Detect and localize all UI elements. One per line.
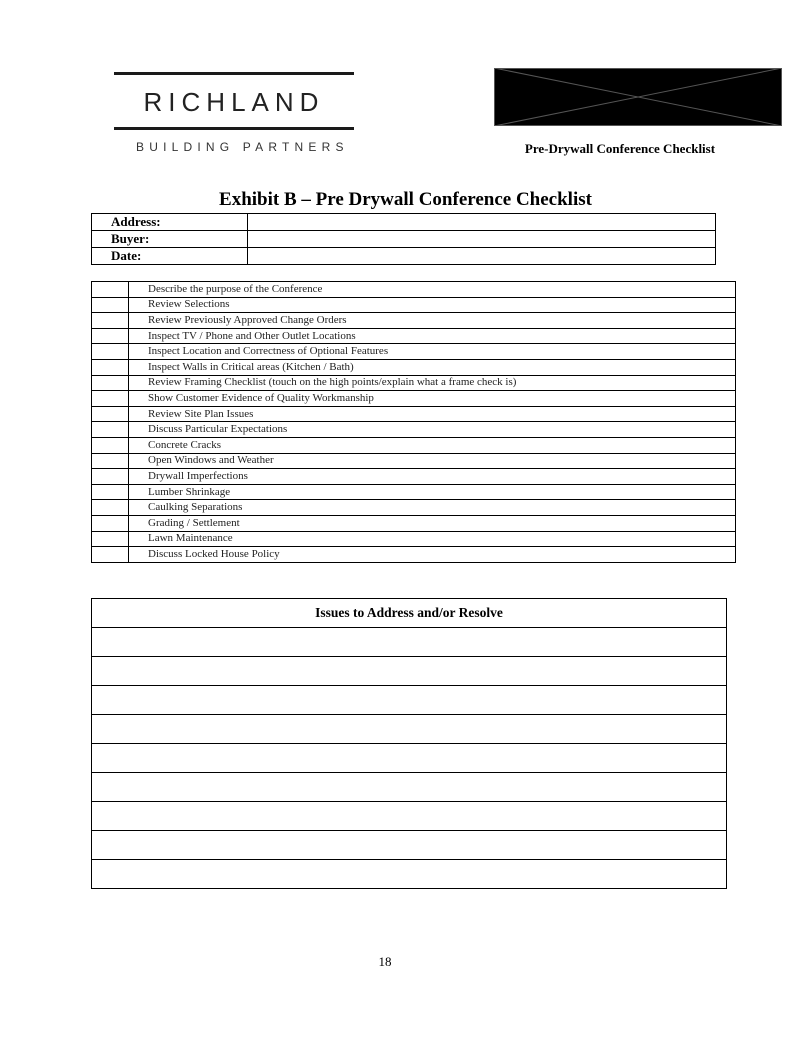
checklist-item: Describe the purpose of the Conference [129,282,736,298]
info-value-field[interactable] [248,248,716,265]
checklist-checkbox[interactable] [92,359,129,375]
issue-row [92,628,727,657]
issue-row [92,831,727,860]
checklist-checkbox[interactable] [92,484,129,500]
checklist-row [92,297,736,313]
checklist-row [92,453,736,469]
issue-entry-field[interactable] [92,860,727,889]
issues-table [91,598,727,889]
checklist-item: Show Customer Evidence of Quality Workmanship [129,391,736,407]
checklist-item: Review Framing Checklist (touch on the high points/explain what a frame check is) [129,375,736,391]
logo-top-rule [114,72,354,75]
checklist-item: Drywall Imperfections [129,469,736,485]
info-value-field[interactable] [248,214,716,231]
exhibit-title: Exhibit B – Pre Drywall Conference Checklist [219,189,592,210]
broken-image-icon [494,68,782,126]
checklist-checkbox[interactable] [92,453,129,469]
issue-row [92,657,727,686]
checklist-checkbox[interactable] [92,515,129,531]
issue-row [92,744,727,773]
checklist-item: Review Selections [129,297,736,313]
info-table [91,213,716,265]
checklist-row [92,531,736,547]
checklist-row [92,547,736,563]
checklist-item: Lawn Maintenance [129,531,736,547]
checklist-row [92,500,736,516]
image-placeholder [494,68,782,126]
issue-entry-field[interactable] [92,628,727,657]
issue-row [92,860,727,889]
checklist-checkbox[interactable] [92,344,129,360]
issue-row [92,802,727,831]
checklist-item: Discuss Locked House Policy [129,547,736,563]
checklist-item: Inspect TV / Phone and Other Outlet Locations [129,328,736,344]
checklist-item: Lumber Shrinkage [129,484,736,500]
checklist-item: Caulking Separations [129,500,736,516]
checklist-row [92,422,736,438]
richland-logo [114,72,354,154]
checklist-checkbox[interactable] [92,282,129,298]
issue-entry-field[interactable] [92,773,727,802]
issue-entry-field[interactable] [92,686,727,715]
checklist-row [92,313,736,329]
info-label: Buyer: [92,231,248,248]
checklist-row [92,515,736,531]
info-label: Date: [92,248,248,265]
info-label: Address: [92,214,248,231]
checklist-item: Inspect Walls in Critical areas (Kitchen / Bath) [129,359,736,375]
checklist-row [92,359,736,375]
checklist-checkbox[interactable] [92,500,129,516]
checklist-row [92,282,736,298]
issue-entry-field[interactable] [92,715,727,744]
checklist-checkbox[interactable] [92,469,129,485]
checklist-checkbox[interactable] [92,547,129,563]
header-title: Pre-Drywall Conference Checklist [524,141,716,156]
issue-row [92,686,727,715]
info-row [92,248,716,265]
checklist-checkbox[interactable] [92,313,129,329]
logo-name: RICHLAND [143,87,325,117]
issues-heading: Issues to Address and/or Resolve [92,599,727,628]
checklist-row [92,375,736,391]
checklist-checkbox[interactable] [92,328,129,344]
checklist-table [91,281,736,563]
checklist-checkbox[interactable] [92,297,129,313]
checklist-item: Grading / Settlement [129,515,736,531]
checklist-row [92,469,736,485]
checklist-checkbox[interactable] [92,391,129,407]
checklist-checkbox[interactable] [92,437,129,453]
issue-row [92,773,727,802]
checklist-item: Inspect Location and Correctness of Optional Features [129,344,736,360]
checklist-row [92,437,736,453]
page-number: 18 [378,954,392,969]
checklist-item: Open Windows and Weather [129,453,736,469]
issue-entry-field[interactable] [92,802,727,831]
checklist-checkbox[interactable] [92,375,129,391]
checklist-checkbox[interactable] [92,531,129,547]
checklist-item: Discuss Particular Expectations [129,422,736,438]
checklist-checkbox[interactable] [92,422,129,438]
logo-tagline: BUILDING PARTNERS [136,140,349,154]
checklist-row [92,328,736,344]
info-value-field[interactable] [248,231,716,248]
checklist-checkbox[interactable] [92,406,129,422]
issue-entry-field[interactable] [92,744,727,773]
checklist-row [92,406,736,422]
issue-row [92,715,727,744]
checklist-row [92,344,736,360]
checklist-row [92,484,736,500]
info-row [92,231,716,248]
issue-entry-field[interactable] [92,831,727,860]
checklist-item: Concrete Cracks [129,437,736,453]
info-row [92,214,716,231]
checklist-item: Review Previously Approved Change Orders [129,313,736,329]
checklist-item: Review Site Plan Issues [129,406,736,422]
issue-entry-field[interactable] [92,657,727,686]
checklist-row [92,391,736,407]
logo-bottom-rule [114,127,354,130]
